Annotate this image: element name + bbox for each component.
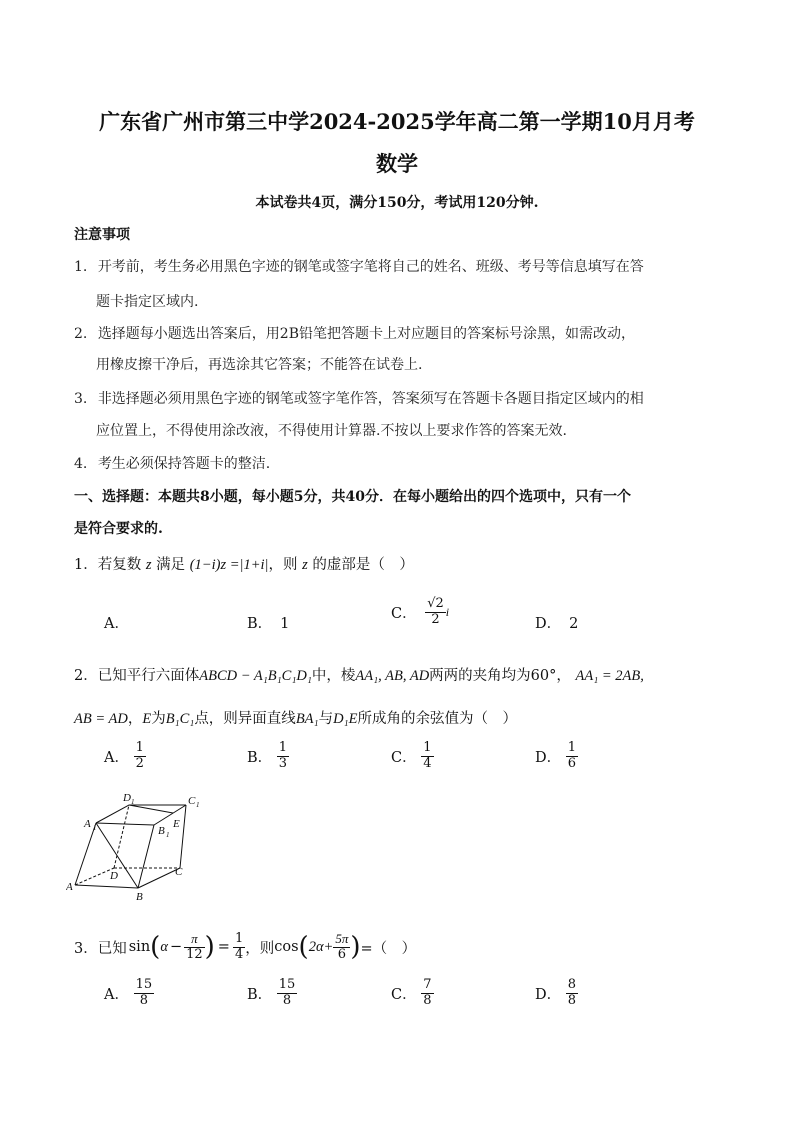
fraction-numerator: 1 bbox=[567, 740, 577, 755]
label-d1: D bbox=[123, 792, 131, 804]
close-paren: ) bbox=[204, 932, 215, 962]
question-text: 若复数 bbox=[97, 557, 142, 573]
option-fraction bbox=[277, 978, 298, 1009]
fraction-denominator: 8 bbox=[139, 992, 148, 1008]
notice-text: 考生必须保持答题卡的整洁. bbox=[97, 456, 271, 472]
option-label: A． bbox=[104, 749, 129, 766]
fraction-numerator: 15 bbox=[278, 977, 296, 992]
edge-ab bbox=[75, 885, 138, 888]
option-label: D． bbox=[535, 616, 562, 632]
fraction-numerator: √2 bbox=[427, 596, 444, 611]
notice-num: 2. bbox=[74, 326, 88, 342]
math-fraction bbox=[233, 932, 245, 963]
fraction-numerator: 8 bbox=[567, 977, 577, 992]
option-label: B． bbox=[247, 749, 273, 766]
notice-num: 4. bbox=[74, 456, 88, 472]
label-b1: B bbox=[158, 825, 165, 837]
question-number: 1． bbox=[74, 557, 98, 573]
segment-d1e bbox=[129, 805, 173, 813]
close-paren: ) bbox=[350, 932, 361, 962]
fraction-numerator: 5π bbox=[335, 930, 349, 946]
edge-bc bbox=[138, 868, 180, 888]
question-text: 与 bbox=[318, 711, 334, 727]
option-label: C． bbox=[391, 986, 417, 1003]
fraction-denominator: 2 bbox=[431, 611, 440, 627]
edge-cc1 bbox=[180, 805, 186, 868]
fraction-numerator: 7 bbox=[423, 977, 432, 992]
notice-item-2-cont: 用橡皮擦干净后，再选涂其它答案；不能答在试卷上. bbox=[96, 357, 423, 373]
label-e: E bbox=[173, 818, 180, 830]
fraction-denominator: 3 bbox=[278, 755, 288, 771]
exam-title: 广东省广州市第三中学2024-2025学年高二第一学期10月月考 bbox=[99, 109, 695, 134]
label-a1-sub: 1 bbox=[93, 824, 97, 832]
label-c1: C bbox=[188, 795, 196, 807]
q3-option-d[interactable] bbox=[535, 978, 578, 1009]
fraction-numerator: 15 bbox=[135, 977, 153, 992]
label-c1-sub: 1 bbox=[196, 801, 200, 809]
fraction-denominator: 6 bbox=[567, 755, 577, 771]
open-paren: ( bbox=[298, 932, 309, 962]
math-expression: AB = AD bbox=[74, 711, 128, 727]
edge-a1d1 bbox=[96, 805, 129, 823]
q2-option-c[interactable] bbox=[391, 741, 434, 772]
label-b: B bbox=[136, 891, 143, 902]
question-text: 两两的夹角均为60°， bbox=[429, 668, 571, 684]
fraction-denominator: 4 bbox=[423, 755, 432, 771]
label-a: A bbox=[66, 881, 73, 893]
notice-item-4 bbox=[74, 453, 270, 473]
math-fraction bbox=[184, 932, 205, 963]
open-paren: ( bbox=[150, 932, 161, 962]
question-2 bbox=[74, 664, 644, 685]
math-operator: = bbox=[217, 939, 230, 955]
math-expression: AA₁ = 2AB, bbox=[575, 668, 644, 684]
math-expression: AA₁, AB, AD bbox=[355, 668, 430, 684]
option-label: D． bbox=[535, 986, 562, 1003]
question-text: =（ ） bbox=[360, 940, 417, 957]
option-fraction bbox=[566, 978, 578, 1009]
math-expression: B₁C₁ bbox=[165, 711, 195, 727]
math-var: z bbox=[302, 557, 308, 573]
question-text: 所成角的余弦值为（ ） bbox=[357, 711, 517, 727]
q1-option-d[interactable] bbox=[535, 612, 578, 633]
option-label: C． bbox=[391, 749, 417, 766]
option-label: B． bbox=[247, 986, 273, 1003]
question-text: 满足 bbox=[156, 557, 186, 573]
question-text: 已知 bbox=[97, 940, 127, 957]
fraction-numerator: 1 bbox=[278, 740, 288, 755]
option-fraction bbox=[566, 741, 578, 772]
notice-item-1 bbox=[74, 256, 644, 276]
fraction-denominator: 4 bbox=[234, 946, 244, 962]
edge-b1c1 bbox=[154, 805, 186, 825]
option-label: B． bbox=[247, 616, 273, 632]
exam-info: 本试卷共4页，满分150分，考试用120分钟. bbox=[255, 195, 539, 211]
option-fraction bbox=[277, 741, 289, 772]
label-d: D bbox=[110, 870, 118, 882]
q3-option-c[interactable] bbox=[391, 978, 434, 1009]
question-2-cont bbox=[74, 707, 517, 728]
option-label: A． bbox=[104, 616, 129, 632]
q3-option-a[interactable] bbox=[104, 978, 154, 1009]
question-text: 已知平行六面体 bbox=[97, 668, 200, 684]
math-expression: BA₁ bbox=[295, 711, 319, 727]
q1-option-b[interactable] bbox=[247, 612, 289, 633]
notice-num: 3. bbox=[74, 391, 88, 407]
notice-text: 非选择题必须用黑色字迹的钢笔或签字笔作答，答案须写在答题卡各题目指定区域内的相 bbox=[97, 391, 644, 407]
fraction-denominator: 12 bbox=[186, 946, 203, 962]
notice-text: 选择题每小题选出答案后，用2B铅笔把答题卡上对应题目的答案标号涂黑，如需改动， bbox=[97, 326, 636, 342]
math-function: sin bbox=[128, 939, 151, 955]
subject-title: 数学 bbox=[376, 151, 418, 176]
math-operator: − bbox=[169, 939, 183, 955]
label-d1-sub: 1 bbox=[131, 798, 135, 806]
notice-heading: 注意事项 bbox=[74, 227, 130, 243]
label-c: C bbox=[175, 866, 183, 878]
fraction-denominator: 8 bbox=[567, 992, 577, 1008]
parallelepiped-figure bbox=[66, 790, 216, 902]
math-var: E bbox=[142, 711, 152, 727]
math-var: α bbox=[160, 938, 168, 955]
option-value: 2 bbox=[569, 616, 579, 632]
fraction-denominator: 8 bbox=[282, 992, 292, 1008]
question-text: 中，棱 bbox=[311, 668, 356, 684]
fraction-numerator: 1 bbox=[135, 740, 144, 755]
question-text: 点，则异面直线 bbox=[194, 711, 296, 727]
question-text: ， bbox=[127, 711, 143, 727]
question-3 bbox=[74, 924, 416, 970]
notice-text: 开考前，考生务必用黑色字迹的钢笔或签字笔将自己的姓名、班级、考号等信息填写在答 bbox=[97, 259, 644, 275]
edge-bb1 bbox=[138, 825, 154, 888]
notice-item-3 bbox=[74, 388, 644, 408]
question-text: 的虚部是（ ） bbox=[312, 557, 414, 573]
option-label: A． bbox=[104, 986, 129, 1003]
math-expression: (1−i)z =|1+i| bbox=[189, 557, 269, 573]
option-fraction bbox=[134, 741, 146, 772]
notice-item-2 bbox=[74, 323, 635, 343]
fraction-denominator: 2 bbox=[135, 755, 144, 771]
option-fraction bbox=[134, 978, 155, 1009]
question-number: 2． bbox=[74, 668, 98, 684]
math-function: cos bbox=[274, 939, 299, 955]
option-fraction bbox=[425, 597, 446, 628]
edge-aa1 bbox=[75, 823, 96, 885]
label-a1: A bbox=[84, 818, 91, 830]
fraction-numerator: 1 bbox=[423, 740, 432, 755]
fraction-numerator: π bbox=[184, 932, 205, 948]
notice-num: 1. bbox=[74, 259, 88, 275]
edge-dd1 bbox=[114, 805, 129, 868]
math-expression: ABCD − A₁B₁C₁D₁ bbox=[199, 668, 312, 684]
q2-option-a[interactable] bbox=[104, 741, 146, 772]
q2-option-d[interactable] bbox=[535, 741, 578, 772]
option-fraction bbox=[421, 741, 433, 772]
notice-item-1-cont: 题卡指定区域内. bbox=[96, 294, 199, 310]
imag-unit: i bbox=[445, 604, 450, 619]
fraction-numerator: 1 bbox=[234, 930, 244, 946]
question-1 bbox=[74, 553, 414, 574]
notice-item-3-cont: 应位置上，不得使用涂改液，不得使用计算器.不按以上要求作答的答案无效. bbox=[96, 423, 567, 439]
section-heading-cont: 是符合要求的. bbox=[74, 521, 163, 537]
label-b1-sub: 1 bbox=[166, 831, 170, 839]
question-text: ，则 bbox=[245, 940, 275, 957]
option-fraction bbox=[421, 978, 433, 1009]
math-expression: D₁E bbox=[333, 711, 358, 727]
question-number: 3． bbox=[74, 940, 98, 957]
question-text: ，则 bbox=[268, 557, 298, 573]
section-heading: 一、选择题：本题共8小题，每小题5分，共40分．在每小题给出的四个选项中，只有一个 bbox=[74, 489, 631, 505]
q2-option-b[interactable] bbox=[247, 741, 289, 772]
fraction-denominator: 6 bbox=[337, 946, 346, 962]
math-expression: 2α+ bbox=[308, 938, 334, 955]
edge-ad bbox=[75, 868, 114, 885]
option-value: 1 bbox=[280, 616, 290, 632]
q1-option-a[interactable] bbox=[104, 612, 129, 633]
option-label: D． bbox=[535, 749, 562, 766]
option-label: C． bbox=[391, 605, 417, 622]
q1-option-c[interactable] bbox=[391, 597, 449, 628]
math-fraction bbox=[333, 932, 350, 963]
fraction-denominator: 8 bbox=[423, 992, 432, 1008]
question-text: 为 bbox=[151, 711, 166, 727]
math-var: z bbox=[145, 557, 152, 573]
q3-option-b[interactable] bbox=[247, 978, 297, 1009]
